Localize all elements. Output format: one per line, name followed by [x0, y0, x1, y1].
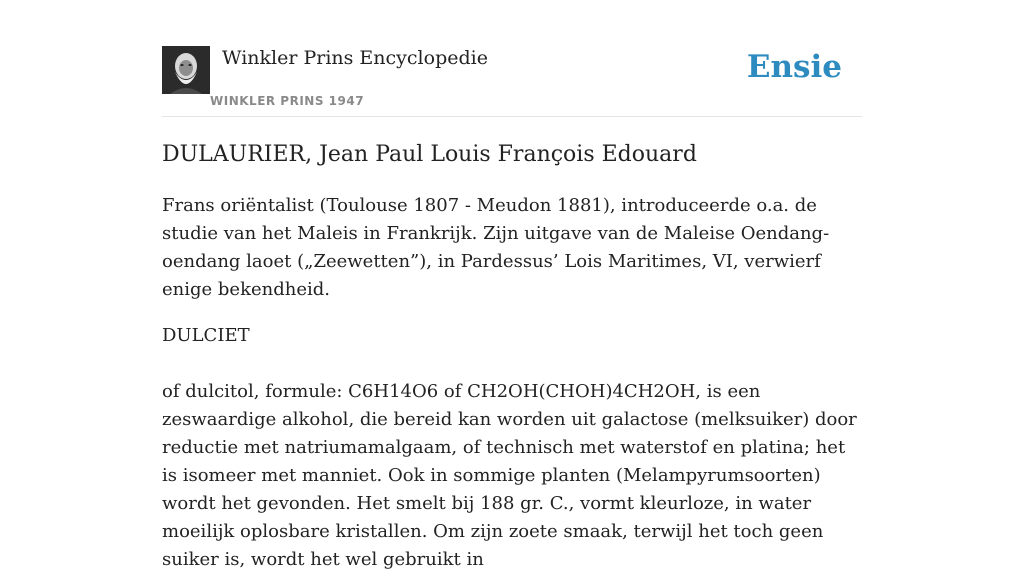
next-entry-body: of dulcitol, formule: C6H14O6 of CH2OH(CHOH)4CH2OH, is een zeswaardige alkohol, die bereid kan worden uit galactose (melksuiker) door reductie met natriumamalgaam, of technisch met waterstof en platina; het is isomeer met manniet. Ook in sommige planten (Melampyrumsoorten) wordt het gevonden. Het smelt bij 188 gr. C., vormt kleurloze, in water moeilijk oplosbare kristallen. Om zijn zoete smaak, terwijl het toch geen suiker is, wordt het wel gebruikt in	[162, 381, 857, 570]
next-entry-term: DULCIET	[162, 325, 250, 346]
bearded-man-portrait-icon[interactable]	[162, 46, 210, 94]
brand-logo[interactable]: Ensie	[746, 49, 842, 85]
article-body: Frans oriëntalist (Toulouse 1807 - Meudon 1881), introduceerde o.a. de studie van het Maleis in Frankrijk. Zijn uitgave van de Maleise Oendang-oendang laoet („Zeewetten”), in Pardessus’ Lois Maritimes, VI, verwierf enige bekendheid.	[162, 195, 830, 300]
article-content	[162, 140, 862, 574]
site-name[interactable]: Winkler Prins Encyclopedie	[222, 47, 488, 69]
article-title: DULAURIER, Jean Paul Louis François Edouard	[162, 142, 697, 167]
site-subtitle: WINKLER PRINS 1947	[210, 94, 365, 108]
header	[162, 46, 862, 117]
